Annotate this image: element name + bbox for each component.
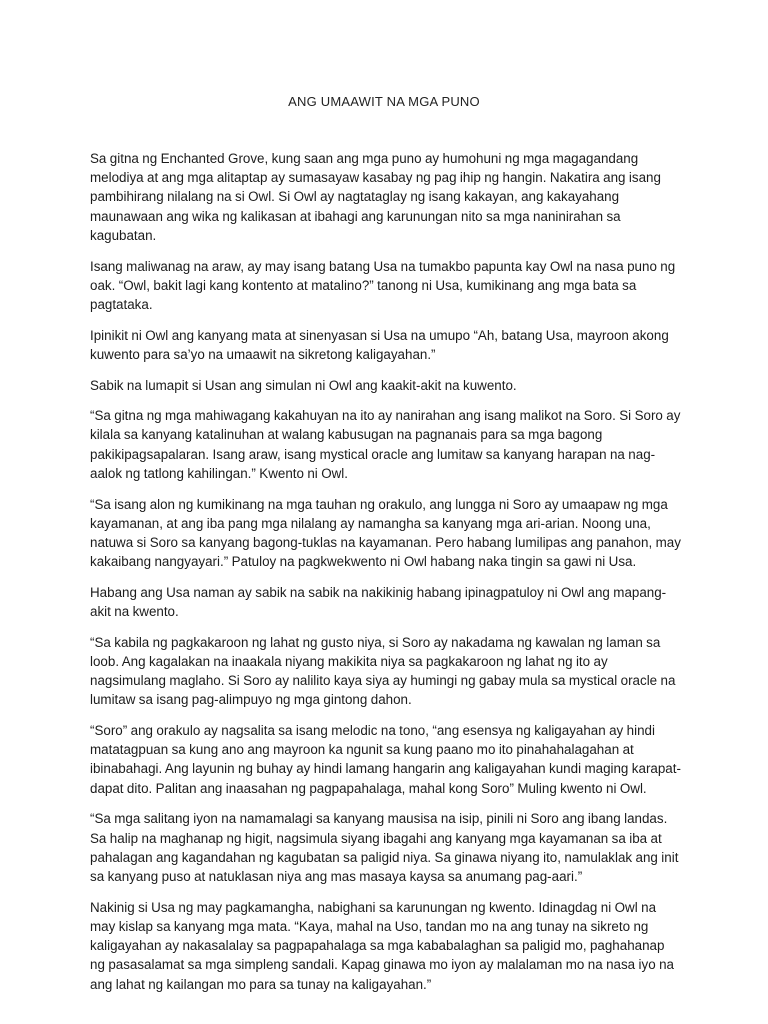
paragraph: Sabik na lumapit si Usan ang simulan ni Owl ang kaakit-akit na kuwento.	[90, 377, 517, 393]
paragraph: Sa gitna ng Enchanted Grove, kung saan ang mga puno ay humohuni ng mga magagandang melodiya at ang mga alitaptap ay sumasayaw kasabay ng pag ihip ng hangin. Nakatira ang isang pambihirang nilalang na si Owl. Si Owl ay nagtataglay ng isang kakayan, ang kakayahang maunawaan ang wika ng kalikasan at ibahagi ang karunungan nito sa mga naninirahan sa kagubatan.	[90, 151, 661, 243]
paragraph: “Sa mga salitang iyon na namamalagi sa kanyang mausisa na isip, pinili ni Soro ang ibang landas. Sa halip na maghanap ng higit, nagsimula siyang ibagahi ang kanyang mga kayamanan sa iba at pahalagan ang kagandahan ng kagubatan sa paligid niya. Sa ginawa niyang ito, namulaklak ang init sa kanyang puso at natuklasan niya ang mas masaya kaysa sa anumang pag-aari.”	[90, 811, 679, 884]
paragraph: Habang ang Usa naman ay sabik na sabik na nakikinig habang ipinagpatuloy ni Owl ang mapang-akit na kwento.	[90, 584, 667, 620]
paragraph: “Soro” ang orakulo ay nagsalita sa isang melodic na tono, “ang esensya ng kaligayahan ay hindi matatagpuan sa kung ano ang mayroon ka ngunit sa kung paano mo ito pinahahalagahan at ibinabahagi. Ang layunin ng buhay ay hindi lamang hangarin ang kaligayahan kundi maging karapat-dapat dito. Palitan ang inaasahan ng pagpapahalaga, mahal kong Soro” Muling kwento ni Owl.	[90, 723, 681, 796]
document-body	[90, 149, 682, 1005]
paragraph: “Sa gitna ng mga mahiwagang kakahuyan na ito ay nanirahan ang isang malikot na Soro. Si Soro ay kilala sa kanyang katalinuhan at walang kabusugan na pagnanais para sa mga bagong pakikipagsapalaran. Isang araw, isang mystical oracle ang lumitaw sa kanyang harapan na nag-aalok ng tatlong kahilingan.” Kwento ni Owl.	[90, 408, 681, 481]
document-title: ANG UMAAWIT NA MGA PUNO	[288, 94, 480, 109]
paragraph: Ipinikit ni Owl ang kanyang mata at sinenyasan si Usa na umupo “Ah, batang Usa, mayroon akong kuwento para sa’yo na umaawit na sikretong kaligayahan.”	[90, 327, 669, 362]
paragraph: Nakinig si Usa ng may pagkamangha, nabighani sa karunungan ng kwento. Idinagdag ni Owl na may kislap sa kanyang mga mata. “Kaya, mahal na Uso, tandan mo na ang tunay na sikreto ng kaligayahan ay nakasalalay sa pagpapahalaga sa mga kababalaghan sa paligid mo, paghahanap ng pasasalamat sa mga simpleng sandali. Kapag ginawa mo iyon ay malalaman mo na nasa iyo na ang lahat ng kailangan mo para sa tunay na kaligayahan.”	[90, 899, 674, 992]
paragraph: Isang maliwanag na araw, ay may isang batang Usa na tumakbo papunta kay Owl na nasa puno ng oak. “Owl, bakit lagi kang kontento at matalino?” tanong ni Usa, kumikinang ang mga bata sa pagtataka.	[90, 258, 676, 312]
paragraph: “Sa kabila ng pagkakaroon ng lahat ng gusto niya, si Soro ay nakadama ng kawalan ng laman sa loob. Ang kagalakan na inaakala niyang makikita niya sa pagkakaroon ng lahat ng ito ay nagsimulang maglaho. Si Soro ay nalilito kaya siya ay humingi ng gabay mula sa mystical oracle na lumitaw sa isang pag-alimpuyo ng mga gintong dahon.	[90, 634, 676, 708]
paragraph: “Sa isang alon ng kumikinang na mga tauhan ng orakulo, ang lungga ni Soro ay umaapaw ng mga kayamanan, at ang iba pang mga nilalang ay namangha sa kanyang mga ari-arian. Noong una, natuwa si Soro sa kanyang bagong-tuklas na kayamanan. Pero habang lumilipas ang panahon, may kakaibang nangyayari.” Patuloy na pagkwekwento ni Owl habang naka tingin sa gawi ni Usa.	[90, 496, 681, 570]
